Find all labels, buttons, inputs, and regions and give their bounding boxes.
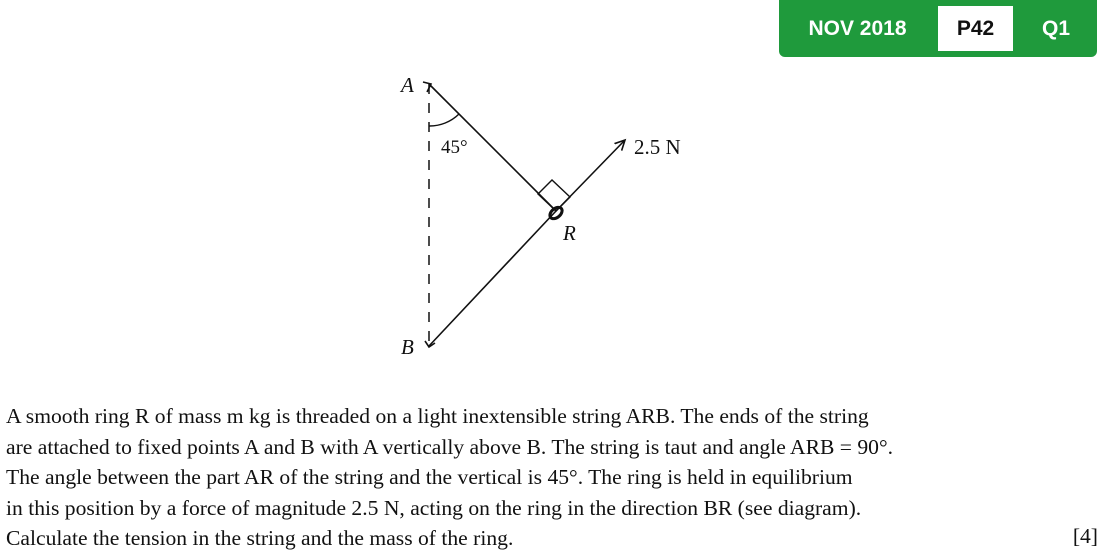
label-force: 2.5 N — [634, 135, 681, 159]
point-a-marker — [423, 82, 431, 92]
right-angle-marker — [538, 180, 570, 211]
question-body — [6, 401, 1098, 554]
question-line-4: in this position by a force of magnitude 2.5 N, acting on the ring in the direction BR (see diagram). — [6, 495, 862, 520]
question-number-label: Q1 — [1041, 17, 1070, 40]
question-line-3: The angle between the part AR of the string and the vertical is 45°. The ring is held in equilibrium — [6, 465, 853, 489]
question-line-1: A smooth ring R of mass m kg is threaded on a light inextensible string ARB. The ends of the string — [6, 404, 869, 428]
label-point-b: B — [401, 335, 414, 359]
label-point-a: A — [401, 73, 414, 97]
question-line-5: Calculate the tension in the string and the mass of the ring. — [6, 526, 514, 550]
paper-number-label: P42 — [938, 6, 1013, 51]
label-ring: R — [563, 221, 576, 245]
ring — [548, 205, 565, 221]
string-segment-br — [429, 211, 556, 346]
angle-arc — [429, 114, 459, 126]
exam-session-label: NOV 2018 — [808, 17, 907, 40]
marks-allocation: [4] — [1072, 524, 1098, 548]
paper-reference-badge — [779, 0, 1097, 57]
equilibrium-diagram — [0, 0, 760, 380]
label-angle: 45° — [441, 137, 468, 158]
question-line-2: are attached to fixed points A and B with A vertically above B. The string is taut and angle ARB = 90°. — [6, 434, 894, 459]
